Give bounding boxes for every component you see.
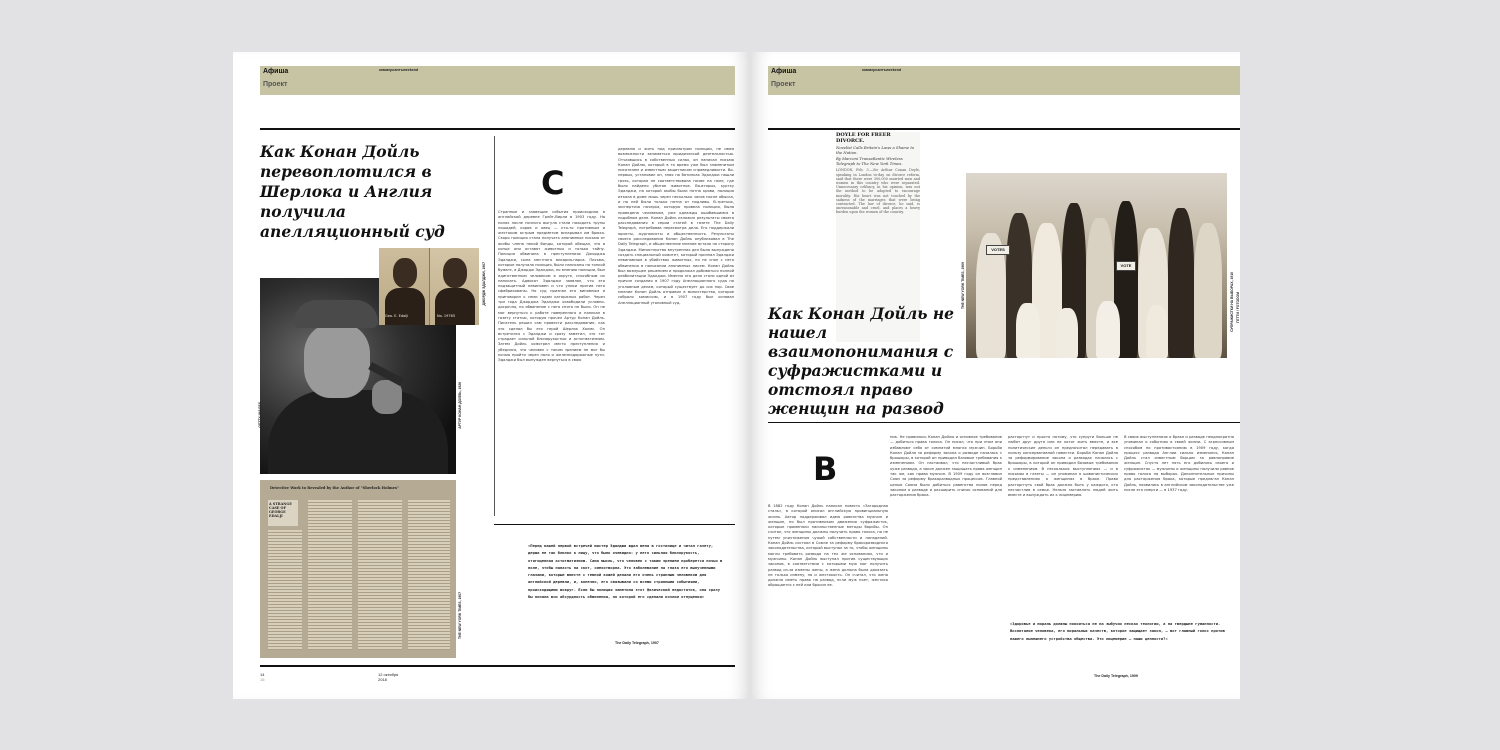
article-title: Как Конан Дойль перевоплотился в Шерлока и Англия получила апелляционный суд — [260, 142, 445, 241]
newspaper-headline: DOYLE FOR FREER DIVORCE. — [836, 132, 891, 144]
doyle-caption: АРТУР КОНАН ДОЙЛЬ, 1926 — [458, 382, 462, 429]
body-column-1: В 1882 году Конан Дойль написал повесть «Загородная сталь», в которой описал английскую провинциальную жизнь. Автор поддерживал идею равенства мужчин и женщин, но был противником движения суфражисток, которые применяли насильственные методы борьбы. Он считал, что женщины должны получить право голоса, но не путем уничтожения чужой собственности и нападений. Конан Дойль состоял в Союзе за реформу бракоразводного законодательства, который выступал за то, чтобы женщины могли требовать развода на тех же основаниях, что и мужчины. Конан Дойль выступал против существующих законов, в соответствии с которыми муж мог получить развод из-за измены жены, а жена должна была доказать не только измену, но и жестокость. Он считал, что жена должна иметь право на развод, если муж пьет, жестоко обращается с ней или бросил ее. — [768, 504, 888, 588]
issue-date: 12 октября 2018 — [378, 672, 399, 682]
left-page — [233, 52, 748, 699]
top-rule — [260, 128, 735, 130]
magazine-tag: коммерсантъweekend — [862, 68, 902, 72]
newspaper-clipping-photo — [260, 480, 456, 658]
pull-quote: «Здоровье и мораль должны покоиться не на зыбучих песках теологии, а на твердыне гуманности. Воспитание человека, его моральных качеств, которое защищает закон, — вот главный голос против нашего нынешнего устройства общества. Это лицемерие — наши ценности?» — [1010, 621, 1225, 641]
section-label: Афиша — [263, 68, 289, 75]
mugshot-label: Geo. E. Edalji — [385, 314, 409, 318]
magazine-tag: коммерсантъweekend — [379, 68, 419, 72]
mugshot-number: No. 19765 — [437, 314, 456, 318]
column-divider — [494, 136, 495, 516]
newspaper-caption: THE NEW YORK TIMES, 1907 — [458, 592, 462, 640]
subsection-label: Проект — [771, 81, 796, 88]
photo-caption: СУФРАЖИСТКИ НА ВЫБОРАХ, 1910 — [1230, 272, 1234, 332]
body-column-2: деревню и жить под присмотром полиции, не имея возможности заниматься юридической деятельностью. Отчаявшись в собственных силах, он написал письмо Конан Дойлю, который в то время уже был знаменитым писателем и известным защитником справедливости. Во-первых, установил он, зная на ботинках Эдалджи нашли грязь, которая не соответствовала почве на поле, где было найдено убитое животное. Во-вторых, куртку Эдалджи, на которой якобы были пятна крови, полиция изъяла в доме лишь через несколько часов после обыска, и на ней были только пятна от подливы. В-третьих, экспертиза почерка, которую провела полиция, была проведена человеком, уже однажды ошибавшимся в подобном деле. Конан Дойль изложил результаты своего расследования в серии статей в газете The Daily Telegraph, потребовав пересмотра дела. Его поддержали юристы, журналисты и общественность. Результаты своего расследования Конан Дойль опубликовал в The Daily Telegraph, и общественное мнение встало на сторону Эдалджи. Министерство внутренних дел было вынуждено создать специальный комитет, который признал Эдалджи невиновным в убийствах животных, но не снял с него обвинения в написании анонимных писем. Конан Дойль был возмущен решением и продолжал добиваться полной реабилитации Эдалджи. Именно это дело стало одной из причин создания в 1907 году Апелляционного суда по уголовным делам, который существует до сих пор. Свое мнение Конан Дойль отправил в министерство, которое собрало комиссию, и в 1907 году был основан Апелляционный уголовный суд. — [618, 147, 734, 305]
body-column-2: ник. Не нравилось Конан Дойлю и основное требование — добиться права голоса. Он писал, что при этом они избавляют себя от симпатий многих мужчин. Борьба Конан Дойля за реформу закона о разводе началась с брошюры, в которой он приводил базовые требования к изменениям. Он настаивал, что несчастливый брак хуже развода, а закон должен защищать права женщин так же, как права мужчин. В 1909 году он возглавил Союз за реформу бракоразводных процессов. Главной целью Союза было добиться равенства полов перед законом о разводе и расширить список оснований для расторжения брака. — [890, 435, 1002, 498]
header-band — [260, 66, 735, 95]
quote-source: The Daily Telegraph, 1907 — [615, 641, 659, 645]
photo-credit: GETTY IMAGES — [258, 402, 262, 428]
pull-quote: «Перед нашей первой встречей мистер Эдалджи ждал меня в гостинице и читал газету, держа ее так близко к лицу, что было очевидно: у него сильная близорукость, отягощенная астигматизмом. Сама мысль, что человек с таким зрением проберется ночью в поле, чтобы напасть на скот, смехотворна. Это заболевание на глаза его выпученными глазами, которые вместе с темной кожей делали его очень странным человеком для английской деревни, и, конечно, его связывали со всеми странными событиями, происходящими вокруг. Если бы полиция заметила этот физический недостаток, она сразу бы поняла всю абсурдность обвинения, по которой его сделали козлом отпущения» — [528, 543, 723, 600]
subsection-label: Проект — [263, 81, 288, 88]
quote-source: The Daily Telegraph, 1909 — [1094, 674, 1138, 678]
section-label: Афиша — [771, 68, 797, 75]
newspaper-caption: THE NEW YORK TIMES, 1909 — [961, 262, 965, 310]
body-column-3: расторгнут и просто потому, что супруги больше не любят друг друга или не хотят жить вместе, и все политические деньги он предпочитал передавать в пользу консервативной повестки. Борьба Конан Дойля за реформирование закона о разводах началась с брошюры, в которой он приводил базовые требования к изменениям. В нескольких выступлениях — и в письмах в газеты — он упоминал о шовинистических представлениях о женщинах в браке. Право расторгнуть свой брак должно быть у каждого, кто несчастлив в семье. Нельзя заставлять людей жить вместе и вынуждать их к лицемерию. — [1008, 435, 1118, 498]
newspaper-byline: By Marconi Transatlantic Wireless Telegraph to The New York Times. — [836, 156, 903, 166]
right-page — [752, 52, 1240, 699]
top-rule — [768, 128, 1240, 130]
edalji-mugshot-photo — [379, 248, 479, 325]
dropcap: С — [541, 164, 565, 202]
photo-credit: ГЕТТИ / FOTODOM — [1236, 292, 1240, 323]
suffragettes-group-photo — [966, 173, 1227, 358]
newspaper-clip-title: A STRANGE CASE OF GEORGE EDALJI — [269, 502, 292, 518]
votes-sign: VOTES — [986, 245, 1010, 255]
newspaper-body: LONDON, Feb. 5.—Sir Arthur Conan Doyle, speaking in London to-day on divorce reform, said that there were 300,000 married men and women in this country who were separated. Unnecessary celibacy, in his opinion, was not the method to be adopted to encourage morality. His heart was not touched by the sadness of the marriages that were being contracted. The law of divorce, he said, is unreasonable and cruel, and places a heavy burden upon the women of the country. — [836, 168, 920, 215]
page-number: 14 15 — [260, 672, 265, 682]
newspaper-subhead: Novelist Calls Britain's Laws a Shame to the Nation. — [836, 145, 915, 155]
body-column-1: Странные и зловещие события происходили в английской деревне Грейт-Вирли в 1903 году. На полях после ночного выгула стали находить трупы лошадей, коров и овец — кто-то противным и жестоким острым предметом вспарывал им брюхо. Скоро полиция стала получать анонимные письма от якобы члена некой банды, которой обещал, что в конце они оставят животных и только тайну. Полиция обвинила в преступлениях Джорджа Эдалджи, сына местного викария-парса. Письма, которые получала полиция, были написаны на тонкой бумаге, а Джордж Эдалджи, по мнению полиции, был единственным человеком в округе, способным их написать. Адвокат Эдалджи заявлял, что его подзащитный невиновен и что улики против него сфабрикованы. Но суд признал его виновным и приговорил к семи годам каторжных работ. Через три года Джорджа Эдалджи освободили условно-досрочно, но обвинение с него снято не было. Он не мог вернуться к работе поверенного и написал в газету статью, которую прочел Артур Конан Дойль. Писатель решил сам провести расследование, как это сделал бы его герой Шерлок Холмс. Он встретился с Эдалджи и сразу заметил, что тот страдает сильной близорукостью и астигматизмом. Затем Дойль осмотрел место преступления и убедился, что человек с таким зрением не мог бы ночью пройти через поля и железнодорожные пути. Эдалджи был вынужден вернуться в свою — [498, 210, 605, 363]
quote-rule — [494, 524, 735, 525]
bottom-rule — [260, 665, 735, 667]
middle-rule — [768, 422, 1240, 423]
body-column-4: В своих выступлениях о браке и разводе неоднократно упоминал о событиях в своей жизни. С агрессивным способом по противостоянию в 1909 году, когда процесс развода Англии сильно изменился, Конан Дойль стал известным борцом за равноправие женщин. Спустя лет пять его добились своего и суфражисток — мужчины и женщины получили равное право голоса на выборах. Дополнительные причины для расторжения брака, которые предлагал Конан Дойль, появились в английском законодательстве уже после его смерти — в 1937 году. — [1124, 435, 1234, 492]
dropcap: В — [813, 450, 838, 488]
article-title: Как Конан Дойль не нашел взаимопонимания с суфражистками и отстоял право женщин на развод — [768, 304, 955, 418]
mugshot-caption: ДЖОРДЖ ЭДАЛДЖИ, 1907 — [482, 262, 486, 306]
vote-sign: VOTE — [1116, 261, 1136, 271]
header-band — [768, 66, 1240, 95]
newspaper-headline: Detective Work to Revealed by the Author of "Sherlock Holmes" — [270, 486, 399, 490]
